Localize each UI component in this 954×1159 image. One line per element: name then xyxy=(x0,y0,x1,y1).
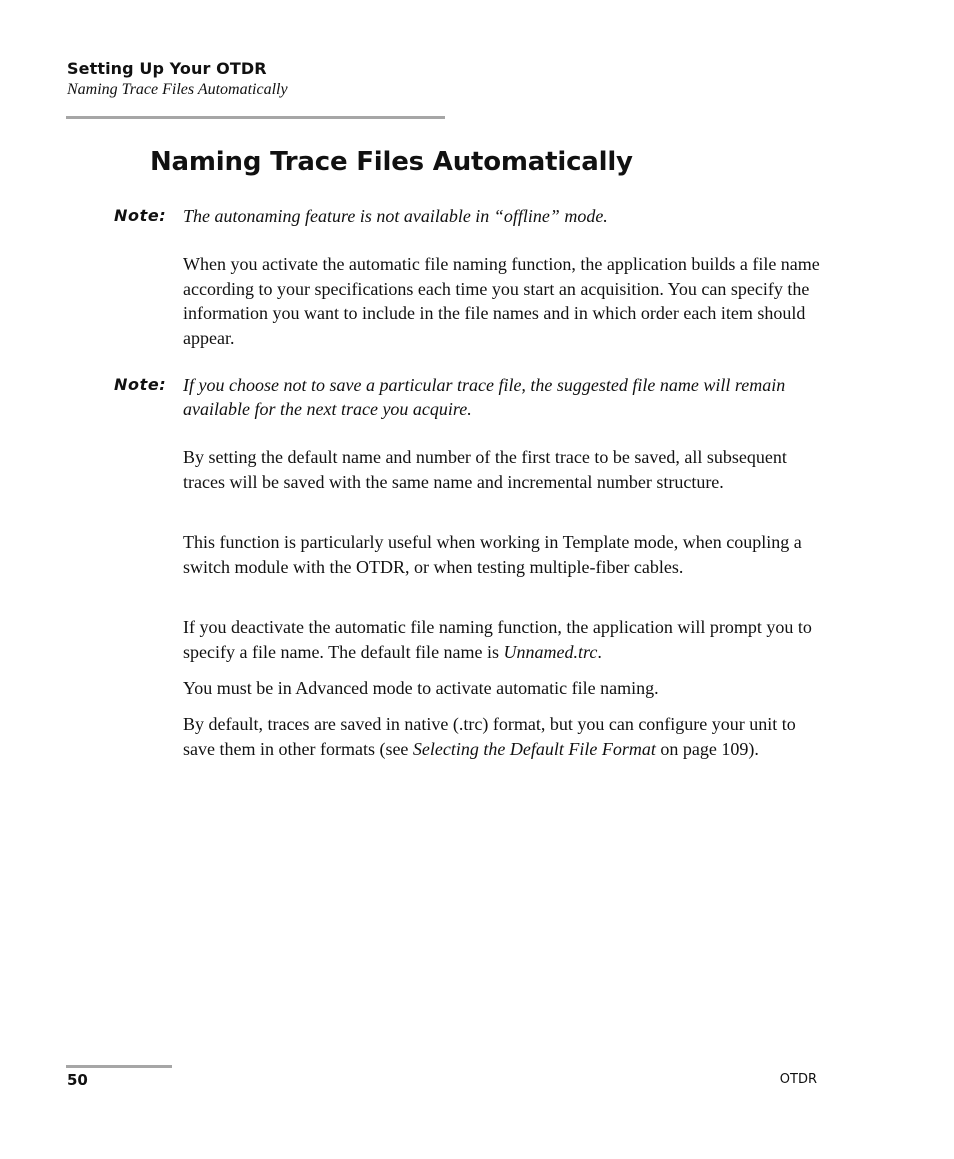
running-header-section: Naming Trace Files Automatically xyxy=(67,81,288,98)
paragraph-advanced-mode: You must be in Advanced mode to activate automatic file naming. xyxy=(183,678,659,698)
note-label: Note: xyxy=(114,206,167,225)
note-offline xyxy=(114,204,824,228)
page-number: 50 xyxy=(67,1071,88,1089)
note-text: If you choose not to save a particular trace file, the suggested file name will remain available for the next trace you acquire. xyxy=(183,375,786,419)
cross-reference-link[interactable]: Selecting the Default File Format xyxy=(412,738,656,759)
note-unsaved-trace xyxy=(114,373,824,421)
header-divider xyxy=(66,116,445,119)
default-filename: Unnamed.trc xyxy=(503,641,598,662)
paragraph-deactivate-naming xyxy=(183,615,823,664)
running-header xyxy=(67,58,288,100)
paragraph-text: If you deactivate the automatic file naming function, the application will prompt you to specify a file name. The default file name is xyxy=(183,617,812,662)
note-label: Note: xyxy=(114,375,167,394)
paragraph-text: . xyxy=(597,641,602,662)
paragraph-default-name: By setting the default name and number of the first trace to be saved, all subsequent traces will be saved with the same name and incremental number structure. xyxy=(183,447,787,492)
running-header-chapter: Setting Up Your OTDR xyxy=(67,59,267,78)
footer-divider xyxy=(66,1065,172,1068)
paragraph-text: on page 109). xyxy=(655,738,759,759)
note-text: The autonaming feature is not available in “offline” mode. xyxy=(183,206,608,226)
footer-product-name: OTDR xyxy=(779,1072,817,1087)
paragraph-activate-naming: When you activate the automatic file naming function, the application builds a file name according to your specifications each time you start an acquisition. You can specify the information you want to include in the file names and in which order each item should appear. xyxy=(183,254,820,348)
paragraph-template-mode: This function is particularly useful when working in Template mode, when coupling a switch module with the OTDR, or when testing multiple-fiber cables. xyxy=(183,532,802,577)
paragraph-file-format xyxy=(183,712,823,761)
paragraph-text: By default, traces are saved in native (.trc) format, but you can configure your unit to save them in other formats (see xyxy=(183,714,796,759)
page-title: Naming Trace Files Automatically xyxy=(150,147,633,177)
